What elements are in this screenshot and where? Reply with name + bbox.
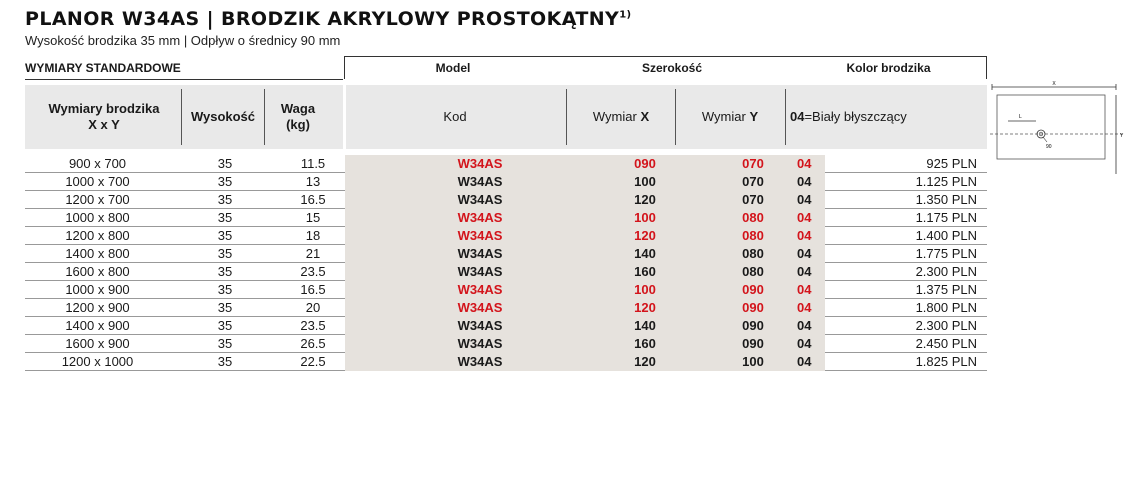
- cell-model: W34AS: [457, 192, 503, 207]
- cell-price: 925 PLN: [926, 156, 977, 171]
- page-title: [25, 8, 632, 30]
- cell-height: 35: [217, 300, 233, 315]
- cell-weight: 23.5: [300, 264, 326, 279]
- diagram-label-drain: 90: [1046, 144, 1052, 150]
- table-row: [25, 299, 987, 317]
- table-row: [25, 173, 987, 191]
- header-divider: [264, 89, 265, 145]
- section-label: WYMIARY STANDARDOWE: [25, 61, 181, 75]
- cell-dimensions: 1000 x 800: [65, 210, 130, 225]
- table-row: [25, 353, 987, 371]
- cell-weight: 21: [305, 246, 321, 261]
- cell-price: 1.825 PLN: [915, 354, 977, 369]
- cell-price: 1.775 PLN: [915, 246, 977, 261]
- cell-dimensions: 1200 x 1000: [61, 354, 134, 369]
- cell-color-code: 04: [797, 354, 812, 369]
- price-table: [25, 155, 987, 371]
- cell-weight: 18: [305, 228, 321, 243]
- tray-diagram: [988, 80, 1128, 180]
- col-header-weight-line1: Waga: [280, 101, 316, 116]
- col-header-dims-line1: Wymiary brodzika: [48, 101, 160, 116]
- cell-model: W34AS: [457, 300, 503, 315]
- header-divider: [785, 89, 786, 145]
- diagram-label-l: L: [1019, 114, 1022, 120]
- cell-dimensions: 900 x 700: [68, 156, 127, 171]
- cell-height: 35: [217, 192, 233, 207]
- cell-dim-y: 090: [742, 300, 764, 315]
- cell-color-code: 04: [797, 336, 812, 351]
- col-header-dim-x-prefix: Wymiar: [592, 109, 641, 124]
- cell-height: 35: [217, 282, 233, 297]
- table-row: [25, 191, 987, 209]
- col-header-color-code: 04: [790, 109, 805, 124]
- cell-price: 1.800 PLN: [915, 300, 977, 315]
- cell-dim-x: 120: [634, 354, 656, 369]
- cell-color-code: 04: [797, 318, 812, 333]
- cell-dimensions: 1200 x 800: [65, 228, 130, 243]
- col-header-kod: Kod: [443, 109, 467, 124]
- cell-dim-y: 090: [742, 282, 764, 297]
- cell-dim-x: 100: [634, 174, 656, 189]
- cell-dim-x: 100: [634, 210, 656, 225]
- cell-dimensions: 1000 x 900: [65, 282, 130, 297]
- cell-model: W34AS: [457, 336, 503, 351]
- cell-color-code: 04: [797, 246, 812, 261]
- col-header-dim-y: [676, 85, 784, 149]
- table-row: [25, 335, 987, 353]
- cell-model: W34AS: [457, 210, 503, 225]
- diagram-label-y: Y: [1120, 133, 1124, 139]
- cell-dim-y: 070: [742, 192, 764, 207]
- cell-height: 35: [217, 264, 233, 279]
- cell-weight: 11.5: [300, 156, 326, 171]
- col-header-weight-line2: (kg): [286, 117, 310, 132]
- cell-dimensions: 1400 x 800: [65, 246, 130, 261]
- cell-dim-x: 160: [634, 264, 656, 279]
- title-text: PLANOR W34AS | BRODZIK AKRYLOWY PROSTOKĄTNY: [25, 8, 620, 30]
- col-header-dim-x-letter: X: [640, 109, 650, 124]
- cell-dim-y: 090: [742, 336, 764, 351]
- cell-model: W34AS: [457, 156, 503, 171]
- table-row: [25, 281, 987, 299]
- cell-weight: 13: [305, 174, 321, 189]
- cell-dim-y: 080: [742, 264, 764, 279]
- cell-dim-x: 140: [634, 246, 656, 261]
- subtitle: Wysokość brodzika 35 mm | Odpływ o średnicy 90 mm: [25, 33, 341, 48]
- cell-price: 2.300 PLN: [915, 264, 977, 279]
- cell-dim-y: 070: [742, 156, 764, 171]
- cell-height: 35: [217, 210, 233, 225]
- cell-model: W34AS: [457, 354, 503, 369]
- cell-color-code: 04: [797, 300, 812, 315]
- table-row: [25, 263, 987, 281]
- cell-color-code: 04: [797, 174, 812, 189]
- cell-dim-x: 160: [634, 336, 656, 351]
- cell-color-code: 04: [797, 228, 812, 243]
- cell-height: 35: [217, 318, 233, 333]
- cell-height: 35: [217, 174, 233, 189]
- cell-color-code: 04: [797, 282, 812, 297]
- col-header-color-name: =Biały błyszczący: [804, 109, 907, 124]
- cell-dim-y: 080: [742, 228, 764, 243]
- cell-height: 35: [217, 336, 233, 351]
- cell-color-code: 04: [797, 210, 812, 225]
- group-header-model: Model: [435, 61, 471, 75]
- cell-dimensions: 1000 x 700: [65, 174, 130, 189]
- cell-dim-x: 140: [634, 318, 656, 333]
- cell-dim-y: 080: [742, 246, 764, 261]
- col-header-dim-y-letter: Y: [749, 109, 759, 124]
- cell-dimensions: 1600 x 900: [65, 336, 130, 351]
- cell-price: 1.375 PLN: [915, 282, 977, 297]
- cell-dim-x: 090: [634, 156, 656, 171]
- col-header-height: Wysokość: [190, 109, 256, 124]
- table-row: [25, 227, 987, 245]
- col-header-weight: [266, 85, 330, 149]
- cell-dim-x: 120: [634, 300, 656, 315]
- group-header-color: Kolor brodzika: [846, 61, 931, 75]
- cell-price: 2.300 PLN: [915, 318, 977, 333]
- cell-model: W34AS: [457, 282, 503, 297]
- col-header-color: [790, 85, 990, 149]
- cell-weight: 15: [305, 210, 321, 225]
- col-header-dim-y-prefix: Wymiar: [701, 109, 750, 124]
- cell-dimensions: 1200 x 900: [65, 300, 130, 315]
- cell-dimensions: 1600 x 800: [65, 264, 130, 279]
- header-divider: [181, 89, 182, 145]
- cell-weight: 23.5: [300, 318, 326, 333]
- cell-color-code: 04: [797, 264, 812, 279]
- cell-model: W34AS: [457, 264, 503, 279]
- cell-color-code: 04: [797, 192, 812, 207]
- cell-dim-y: 100: [742, 354, 764, 369]
- cell-dim-x: 120: [634, 192, 656, 207]
- cell-dim-x: 120: [634, 228, 656, 243]
- cell-height: 35: [217, 228, 233, 243]
- col-header-dims: [25, 85, 183, 149]
- cell-model: W34AS: [457, 174, 503, 189]
- diagram-label-x: X: [1052, 81, 1056, 87]
- table-row: [25, 209, 987, 227]
- col-header-dim-x: [567, 85, 675, 149]
- cell-price: 1.125 PLN: [915, 174, 977, 189]
- title-footnote: 1): [619, 9, 632, 21]
- section-underline: [25, 79, 343, 80]
- col-header-dims-line2: X x Y: [88, 117, 120, 132]
- cell-weight: 16.5: [300, 192, 326, 207]
- cell-height: 35: [217, 246, 233, 261]
- cell-dim-x: 100: [634, 282, 656, 297]
- table-row: [25, 317, 987, 335]
- cell-color-code: 04: [797, 156, 812, 171]
- cell-weight: 20: [305, 300, 321, 315]
- cell-model: W34AS: [457, 318, 503, 333]
- cell-dimensions: 1200 x 700: [65, 192, 130, 207]
- cell-price: 1.400 PLN: [915, 228, 977, 243]
- table-row: [25, 245, 987, 263]
- cell-price: 2.450 PLN: [915, 336, 977, 351]
- cell-dim-y: 090: [742, 318, 764, 333]
- cell-model: W34AS: [457, 228, 503, 243]
- cell-model: W34AS: [457, 246, 503, 261]
- cell-dim-y: 080: [742, 210, 764, 225]
- group-header-width: Szerokość: [641, 61, 703, 75]
- cell-dimensions: 1400 x 900: [65, 318, 130, 333]
- table-row: [25, 155, 987, 173]
- cell-weight: 16.5: [300, 282, 326, 297]
- cell-weight: 26.5: [300, 336, 326, 351]
- cell-price: 1.175 PLN: [915, 210, 977, 225]
- cell-height: 35: [217, 156, 233, 171]
- cell-height: 35: [217, 354, 233, 369]
- cell-weight: 22.5: [300, 354, 326, 369]
- cell-price: 1.350 PLN: [915, 192, 977, 207]
- cell-dim-y: 070: [742, 174, 764, 189]
